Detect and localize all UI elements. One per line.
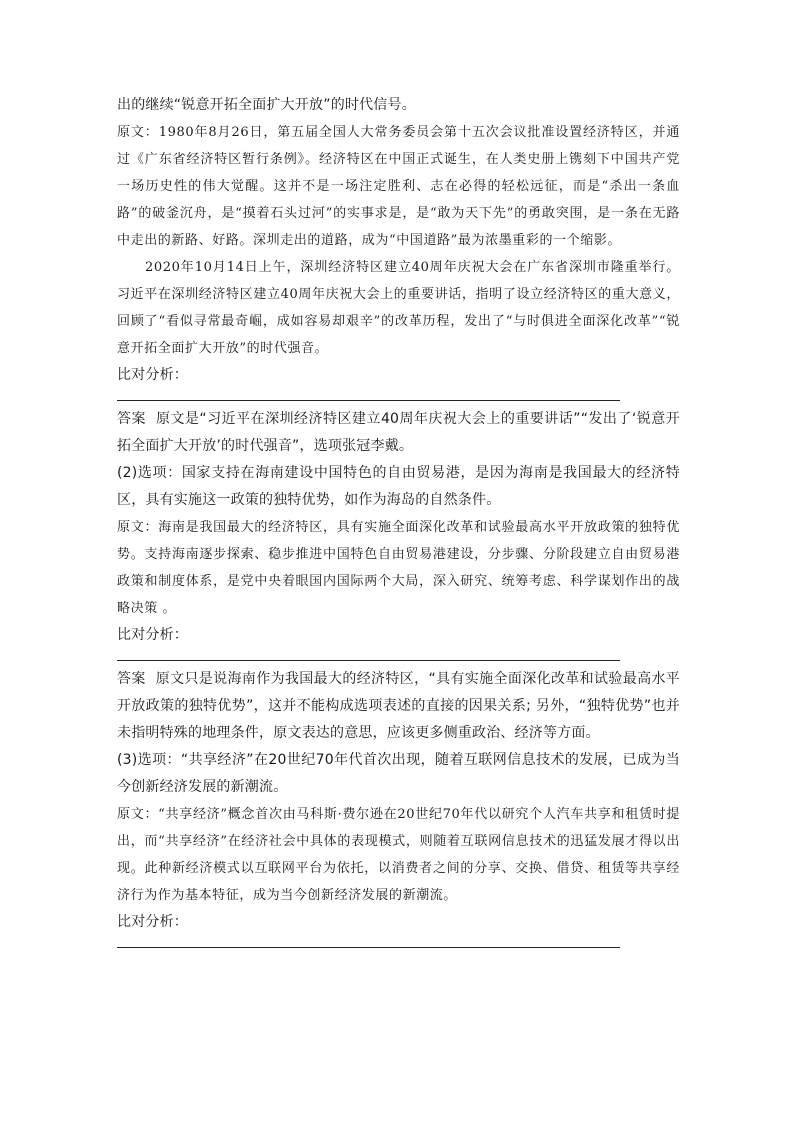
answer-text: 原文只是说海南作为我国最大的经济特区，“具有实施全面深化改革和试验最高水平开放政策的独特优势”，这并不能构成选项表述的直接的因果关系; 另外，“独特优势”也并未指明特殊的地理条件，原文表达的意思，应该更多侧重政治、经济等方面。	[117, 671, 680, 741]
answer-blank-line	[117, 947, 620, 948]
original-text: 海南是我国最大的经济特区，具有实施全面深化改革和试验最高水平开放政策的独特优势。支持海南逐步探索、稳步推进中国特色自由贸易港建设，分步骤、分阶段建立自由贸易港政策和制度体系，是党中央着眼国内国际两个大局，深入研究、统筹考虑、科学谋划作出的战略决策 。	[117, 520, 680, 616]
answer-tag: 答案	[117, 671, 146, 687]
document-body	[117, 92, 680, 948]
original-text-paragraph	[117, 514, 680, 622]
original-text: 1980年8月26日，第五届全国人大常务委员会第十五次会议批准设置经济特区，并通过《广东省经济特区暂行条例》。经济特区在中国正式诞生，在人类史册上镌刻下中国共产党一场历史性的伟大觉醒。这并不是一场注定胜利、志在必得的轻松远征，而是“杀出一条血路”的破釜沉舟，是“摸着石头过河”的实事求是，是“敢为天下先”的勇敢突围，是一条在无路中走出的新路、好路。深圳走出的道路，成为“中国道路”最为浓墨重彩的一个缩影。	[117, 125, 680, 248]
original-label: 原文：	[117, 520, 159, 535]
original-text-paragraph	[117, 119, 680, 254]
original-label: 原文：	[117, 807, 159, 822]
option-2: (2)选项：国家支持在海南建设中国特色的自由贸易港，是因为海南是我国最大的经济特区，具有实施这一政策的独特优势，如作为海岛的自然条件。	[117, 465, 680, 508]
analysis-label: 比对分析：	[117, 914, 188, 930]
option-3: (3)选项：“共享经济”在20世纪70年代首次出现，随着互联网信息技术的发展，已成为当今创新经济发展的新潮流。	[117, 752, 680, 795]
analysis-label: 比对分析：	[117, 367, 188, 383]
original-text: “共享经济”概念首次由马科斯·费尔逊在20世纪70年代以研究个人汽车共享和租赁时提出，而“共享经济”在经济社会中具体的表现模式，则随着互联网信息技术的迅猛发展才得以出现。此种新经济模式以互联网平台为依托，以消费者之间的分享、交换、借贷、租赁等共享经济行为作为基本特征，成为当今创新经济发展的新潮流。	[117, 807, 680, 903]
intro-line: 出的继续“锐意开拓全面扩大开放”的时代信号。	[117, 97, 416, 113]
original-text-paragraph	[117, 801, 680, 909]
answer-paragraph	[117, 666, 680, 747]
answer-tag: 答案	[117, 411, 146, 427]
original-label: 原文：	[117, 125, 159, 140]
answer-text: 原文是“习近平在深圳经济特区建立40周年庆祝大会上的重要讲话”“发出了‘锐意开拓全面扩大开放’的时代强音”，选项张冠李戴。	[117, 411, 680, 454]
original-text-paragraph-2: 2020年10月14日上午，深圳经济特区建立40周年庆祝大会在广东省深圳市隆重举行。习近平在深圳经济特区建立40周年庆祝大会上的重要讲话，指明了设立经济特区的重大意义，回顾了“看似寻常最奇崛，成如容易却艰辛”的改革历程，发出了“与时俱进全面深化改革”“锐意开拓全面扩大开放”的时代强音。	[117, 260, 680, 356]
answer-paragraph	[117, 406, 680, 460]
analysis-label: 比对分析：	[117, 627, 188, 643]
